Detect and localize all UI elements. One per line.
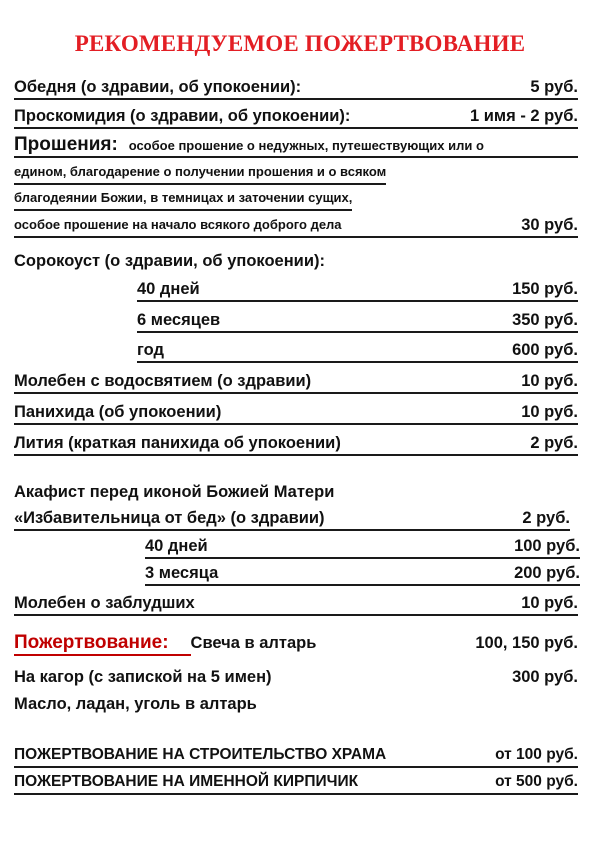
prosheniya-text: благодеянии Божии, в темницах и заточении сущих, xyxy=(14,190,353,205)
item-obednya xyxy=(14,76,578,100)
item-label: Обедня (о здравии, об упокоении): xyxy=(14,78,302,96)
item-price: 30 руб. xyxy=(521,216,578,234)
sorokoust-option: 6 месяцев 350 руб. xyxy=(137,309,578,333)
building-donation: ПОЖЕРТВОВАНИЕ НА СТРОИТЕЛЬСТВО ХРАМА от 100 руб. xyxy=(14,744,578,768)
item-sorokoust xyxy=(14,249,578,273)
sorokoust-option: 40 дней 150 руб. xyxy=(137,278,578,302)
donation-heading: Пожертвование: xyxy=(14,632,191,656)
donation-kagor: На кагор (с запиской на 5 имен) 300 руб. xyxy=(14,668,578,686)
item-label: Сорокоуст (о здравии, об упокоении): xyxy=(14,252,325,270)
donation-oil: Масло, ладан, уголь в алтарь xyxy=(14,695,257,713)
brick-donation: ПОЖЕРТВОВАНИЕ НА ИМЕННОЙ КИРПИЧИК от 500 руб. xyxy=(14,771,578,795)
item-litiya: Лития (краткая панихида об упокоении) 2 руб. xyxy=(14,432,578,456)
prosheniya-heading: Прошения: xyxy=(14,134,118,155)
item-prosheniya-line4 xyxy=(14,214,578,238)
item-label: Проскомидия (о здравии, об упокоении): xyxy=(14,107,351,125)
item-moleben-vodosv: Молебен с водосвятием (о здравии) 10 руб. xyxy=(14,370,578,394)
item-moleben-zabl: Молебен о заблудших 10 руб. xyxy=(14,592,578,616)
item-price: 5 руб. xyxy=(530,78,578,96)
item-prosheniya-line1 xyxy=(14,134,578,158)
item-akafist-line2: «Избавительница от бед» (о здравии) 2 руб. xyxy=(14,507,570,531)
candle-label: Свеча в алтарь xyxy=(190,634,317,652)
item-prosheniya-line2 xyxy=(14,161,386,185)
akafist-option: 3 месяца 200 руб. xyxy=(145,562,580,586)
item-panikhida: Панихида (об упокоении) 10 руб. xyxy=(14,401,578,425)
candle-price: 100, 150 руб. xyxy=(475,634,578,652)
item-akafist-line1: Акафист перед иконой Божией Матери xyxy=(14,483,335,501)
prosheniya-text: особое прошение на начало всякого доброго дела xyxy=(14,217,342,232)
akafist-option: 40 дней 100 руб. xyxy=(145,535,580,559)
prosheniya-text: едином, благодарение о получении прошения и о всяком xyxy=(14,164,387,179)
item-proskomidiya xyxy=(14,105,578,129)
page-title: РЕКОМЕНДУЕМОЕ ПОЖЕРТВОВАНИЕ xyxy=(74,31,526,56)
donation-candle xyxy=(14,630,578,658)
sorokoust-option: год 600 руб. xyxy=(137,339,578,363)
prosheniya-text: особое прошение о недужных, путешествующих или о xyxy=(128,138,484,153)
item-price: 1 имя - 2 руб. xyxy=(470,107,578,125)
item-prosheniya-line3 xyxy=(14,187,352,211)
